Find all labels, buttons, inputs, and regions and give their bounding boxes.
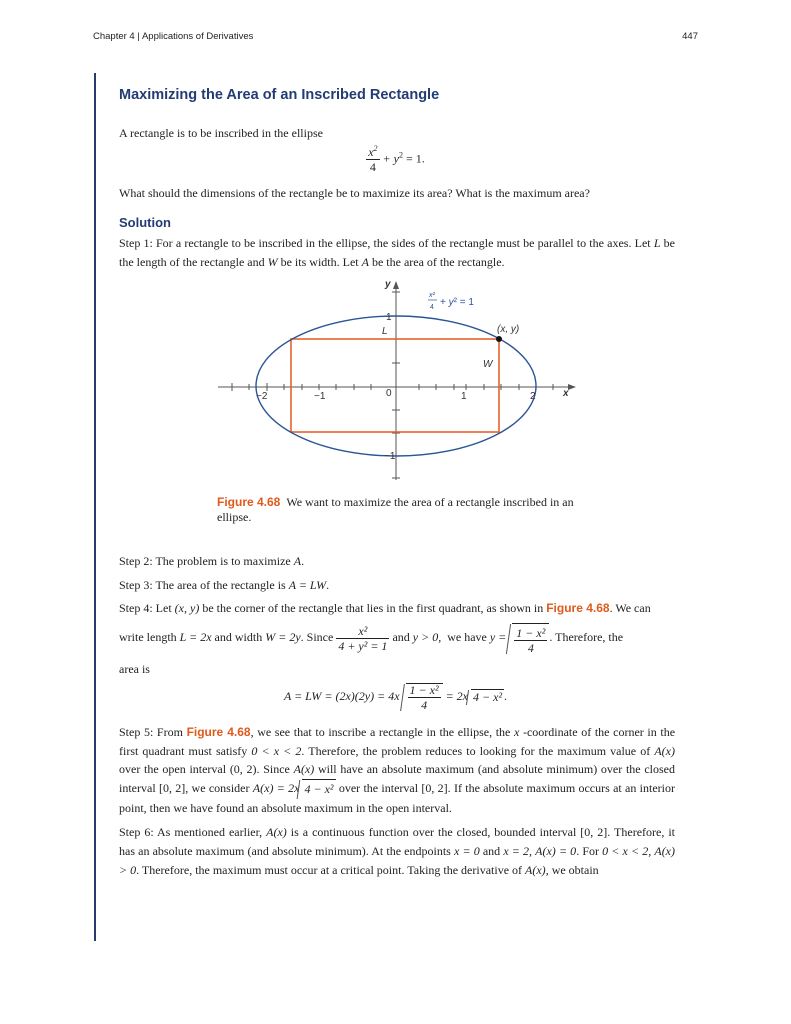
figure-4-68-link-2[interactable]: Figure 4.68 [186, 725, 251, 739]
figure-4-68-link[interactable]: Figure 4.68 [546, 601, 610, 615]
ellipse-equation-label [428, 292, 474, 311]
example-side-rule [94, 73, 96, 941]
figure-caption: Figure 4.68 We want to maximize the area of a rectangle inscribed in an ellipse. [217, 495, 574, 524]
length-label: L [382, 326, 388, 337]
x-axis-label: x [563, 388, 569, 399]
step-4-line-2: write length L = 2x and width W = 2y. Since $\frac{\text{x²}}{\text{4 + y² = 1}}$ and y > 0, we have y = $\frac{\text{1 − x²}}{4}$ . Therefore, the [119, 623, 624, 655]
question-text: What should the dimensions of the rectangle be to maximize its area? What is the maximum area? [119, 186, 590, 200]
inscribed-rectangle [291, 339, 499, 432]
intro-text: A rectangle is to be inscribed in the ellipse [119, 126, 323, 140]
svg-text:x²: x² [429, 292, 435, 299]
page-number: 447 [682, 31, 698, 42]
y-axis-label: y [385, 279, 391, 290]
y-tick-label-1: 1 [386, 312, 392, 323]
step-1: Step 1: For a rectangle to be inscribed in the ellipse, the sides of the rectangle must be parallel to the axes. Let L be the length of the rectangle and W be its width. Let A be the area of the rectangle. [119, 236, 675, 269]
point-label: (x, y) [497, 324, 520, 335]
solution-heading: Solution [119, 215, 171, 230]
svg-text:4: 4 [430, 304, 434, 311]
step-4-line-1: Step 4: Let (x, y) be the corner of the rectangle that lies in the first quadrant, as shown in Figure 4.68. We can [119, 601, 651, 615]
x-tick-label-neg1: −1 [314, 391, 326, 402]
ellipse-equation: $\frac{x^2}{4}$ + $y^2 = 1$. [368, 144, 425, 174]
step-3: Step 3: The area of the rectangle is A = LW. [119, 578, 330, 592]
area-equation: A = LW = (2x)(2y) = 4x $\frac{\text{1 − x²}}{4}$ = 2x 4 − x² . [283, 683, 508, 712]
step-4-line-3: area is [119, 662, 150, 676]
corner-point [496, 336, 502, 342]
figure-4-68 [210, 270, 590, 490]
step-2: Step 2: The problem is to maximize A. [119, 554, 305, 568]
width-label: W [483, 359, 493, 370]
step-5: Step 5: From Figure 4.68, we see that to inscribe a rectangle in the ellipse, the x -coordinate of the corner in the first quadrant must satisfy 0 < x < 2. Therefore, the problem reduces to looking for the maximum value of A(x) over the open interval (0, 2). Since A(x) will have an absolute maximum (and absolute minimum) over the closed interval [0, 2], we consider A(x) = 2x 4 − x² over the interval [0, 2]. If the absolute maximum occurs at an interior point, then we have found an absolute maximum in the open interval. [119, 725, 676, 815]
svg-text:+ y² = 1: + y² = 1 [440, 297, 474, 308]
y-axis-arrow-icon [393, 281, 399, 289]
x-axis-arrow-icon [568, 384, 576, 390]
x-tick-label-2: 2 [530, 391, 536, 402]
x-tick-label-neg2: −2 [256, 391, 268, 402]
running-header-chapter: Chapter 4 | Applications of Derivatives [93, 31, 254, 42]
x-tick-label-1: 1 [461, 391, 467, 402]
x-tick-label-0: 0 [386, 388, 392, 399]
figure-label: Figure 4.68 [217, 495, 281, 509]
ellipse-rectangle-graph [210, 270, 590, 485]
example-title: Maximizing the Area of an Inscribed Rectangle [119, 87, 440, 103]
step-6: Step 6: As mentioned earlier, A(x) is a continuous function over the closed, bounded interval [0, 2]. Therefore, it has an absolute maximum (and absolute minimum). At the endpoints x = 0 and x = 2, A(x) = 0. For 0 < x < 2, A(x) > 0. Therefore, the maximum must occur at a critical point. Taking the derivative of A(x), we obtain [119, 825, 676, 877]
y-tick-label-neg1: −1 [384, 451, 396, 462]
